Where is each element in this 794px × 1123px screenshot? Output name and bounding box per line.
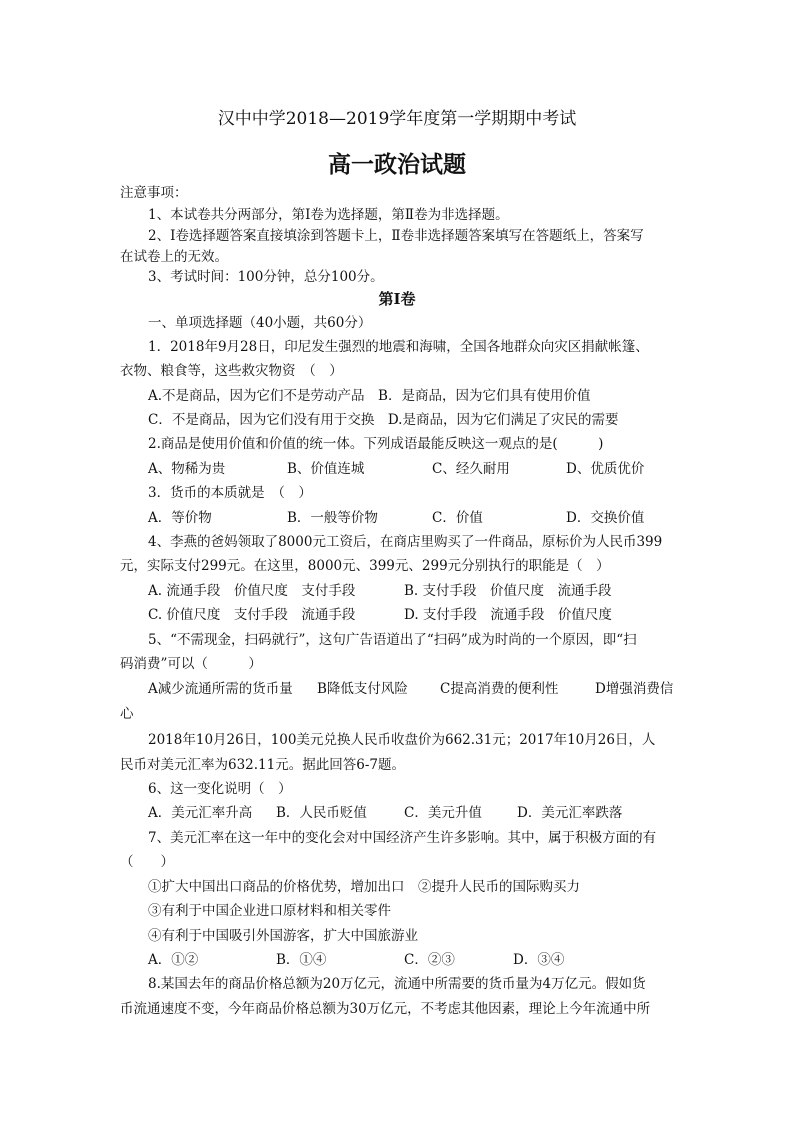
q8-stem-line-2: 币流通速度不变，今年商品价格总额为30万亿元，不考虑其他因素，理论上今年流通中所 (120, 1001, 651, 1017)
q2-option-c: C、经久耐用 (432, 461, 510, 477)
subject-title: 高一政治试题 (328, 152, 466, 178)
q4-option-d: D. 支付手段 流通手段 价值尺度 (404, 607, 612, 623)
material-line-2: 民币对美元汇率为632.11元。据此回答6-7题。 (120, 757, 405, 773)
q1-stem-line-2: 衣物、粮食等，这些救灾物资 （ ） (120, 363, 343, 379)
note-2-line-2: 在试卷上的无效。 (120, 249, 228, 265)
q3-stem: 3．货币的本质就是 （ ） (148, 485, 312, 501)
q3-option-c: C．价值 (432, 510, 483, 526)
q1-options-line-2: C．不是商品，因为它们没有用于交换 D.是商品，因为它们满足了灾民的需要 (148, 412, 619, 428)
q7-item-3: ③有利于中国企业进口原材料和相关零件 (148, 903, 391, 919)
note-3: 3、考试时间：100分钟，总分100分。 (148, 269, 384, 285)
q7-option-d: D．③④ (513, 952, 565, 968)
note-1: 1、本试卷共分两部分，第Ⅰ卷为选择题，第Ⅱ卷为非选择题。 (148, 207, 509, 223)
q5-option-b: B降低支付风险 (317, 681, 408, 697)
q3-option-a: A．等价物 (148, 510, 212, 526)
q1-stem-line-1: 1．2018年9月28日，印尼发生强烈的地震和海啸，全国各地群众向灾区捐献帐篷、 (148, 339, 649, 355)
q3-option-d: D．交换价值 (566, 510, 645, 526)
q6-option-b: B．人民币贬值 (276, 805, 367, 821)
q2-option-b: B、价值连城 (287, 461, 365, 477)
q5-option-c: C提高消费的便利性 (440, 681, 559, 697)
q4-option-c: C. 价值尺度 支付手段 流通手段 (148, 607, 356, 623)
q6-option-a: A．美元汇率升高 (148, 805, 253, 821)
q8-stem-line-1: 8.某国去年的商品价格总额为20万亿元，流通中所需要的货币量为4万亿元。假如货 (148, 976, 646, 992)
q1-options-line-1: A.不是商品，因为它们不是劳动产品 B．是商品，因为它们具有使用价值 (148, 388, 591, 404)
q2-stem: 2.商品是使用价值和价值的统一体。下列成语最能反映这一观点的是( ) (148, 436, 604, 452)
q7-option-c: C．②③ (404, 952, 455, 968)
q2-option-a: A、物稀为贵 (148, 461, 226, 477)
q5-stem-line-1: 5、“不需现金，扫码就行”，这句广告语道出了“扫码”成为时尚的一个原因，即“扫 (148, 632, 637, 648)
q7-stem-line-2: （ ） (120, 854, 174, 870)
part-1-title: 第Ⅰ卷 (378, 290, 416, 308)
q3-option-b: B．一般等价物 (287, 510, 378, 526)
q4-option-b: B. 支付手段 价值尺度 流通手段 (404, 583, 612, 599)
material-line-1: 2018年10月26日，100美元兑换人民币收盘价为662.31元；2017年10月26日，人 (148, 732, 656, 748)
note-2-line-1: 2、Ⅰ卷选择题答案直接填涂到答题卡上，Ⅱ卷非选择题答案填写在答题纸上，答案写 (148, 228, 644, 244)
q7-option-b: B．①④ (276, 952, 327, 968)
q5-option-a: A减少流通所需的货币量 (148, 681, 293, 697)
school-exam-title: 汉中中学2018—2019学年度第一学期期中考试 (217, 109, 577, 129)
q7-item-4: ④有利于中国吸引外国游客，扩大中国旅游业 (148, 928, 418, 944)
q6-option-d: D．美元汇率跌落 (517, 805, 623, 821)
part-1-intro: 一、单项选择题（40小题，共60分） (148, 315, 372, 331)
q4-stem-line-2: 元，实际支付299元。在这里，8000元、399元、299元分别执行的职能是（ ） (120, 558, 610, 574)
q7-item-1-2: ①扩大中国出口商品的价格优势，增加出口 ②提升人民币的国际购买力 (148, 879, 580, 895)
q6-option-c: C．美元升值 (404, 805, 482, 821)
notes-heading: 注意事项： (120, 185, 188, 201)
q7-option-a: A．①② (148, 952, 199, 968)
q2-option-d: D、优质优价 (566, 461, 645, 477)
q7-stem-line-1: 7、美元汇率在这一年中的变化会对中国经济产生许多影响。其中，属于积极方面的有 (148, 830, 657, 846)
q5-option-d-continued: 心 (120, 706, 134, 722)
q4-stem-line-1: 4、李燕的爸妈领取了8000元工资后，在商店里购买了一件商品，原标价为人民币399 (148, 534, 663, 550)
q5-option-d: D增强消费信 (595, 681, 674, 697)
q5-stem-line-2: 码消费”可以（ ） (120, 656, 262, 672)
q6-stem: 6、这一变化说明（ ） (148, 781, 292, 797)
q4-option-a: A. 流通手段 价值尺度 支付手段 (148, 583, 356, 599)
